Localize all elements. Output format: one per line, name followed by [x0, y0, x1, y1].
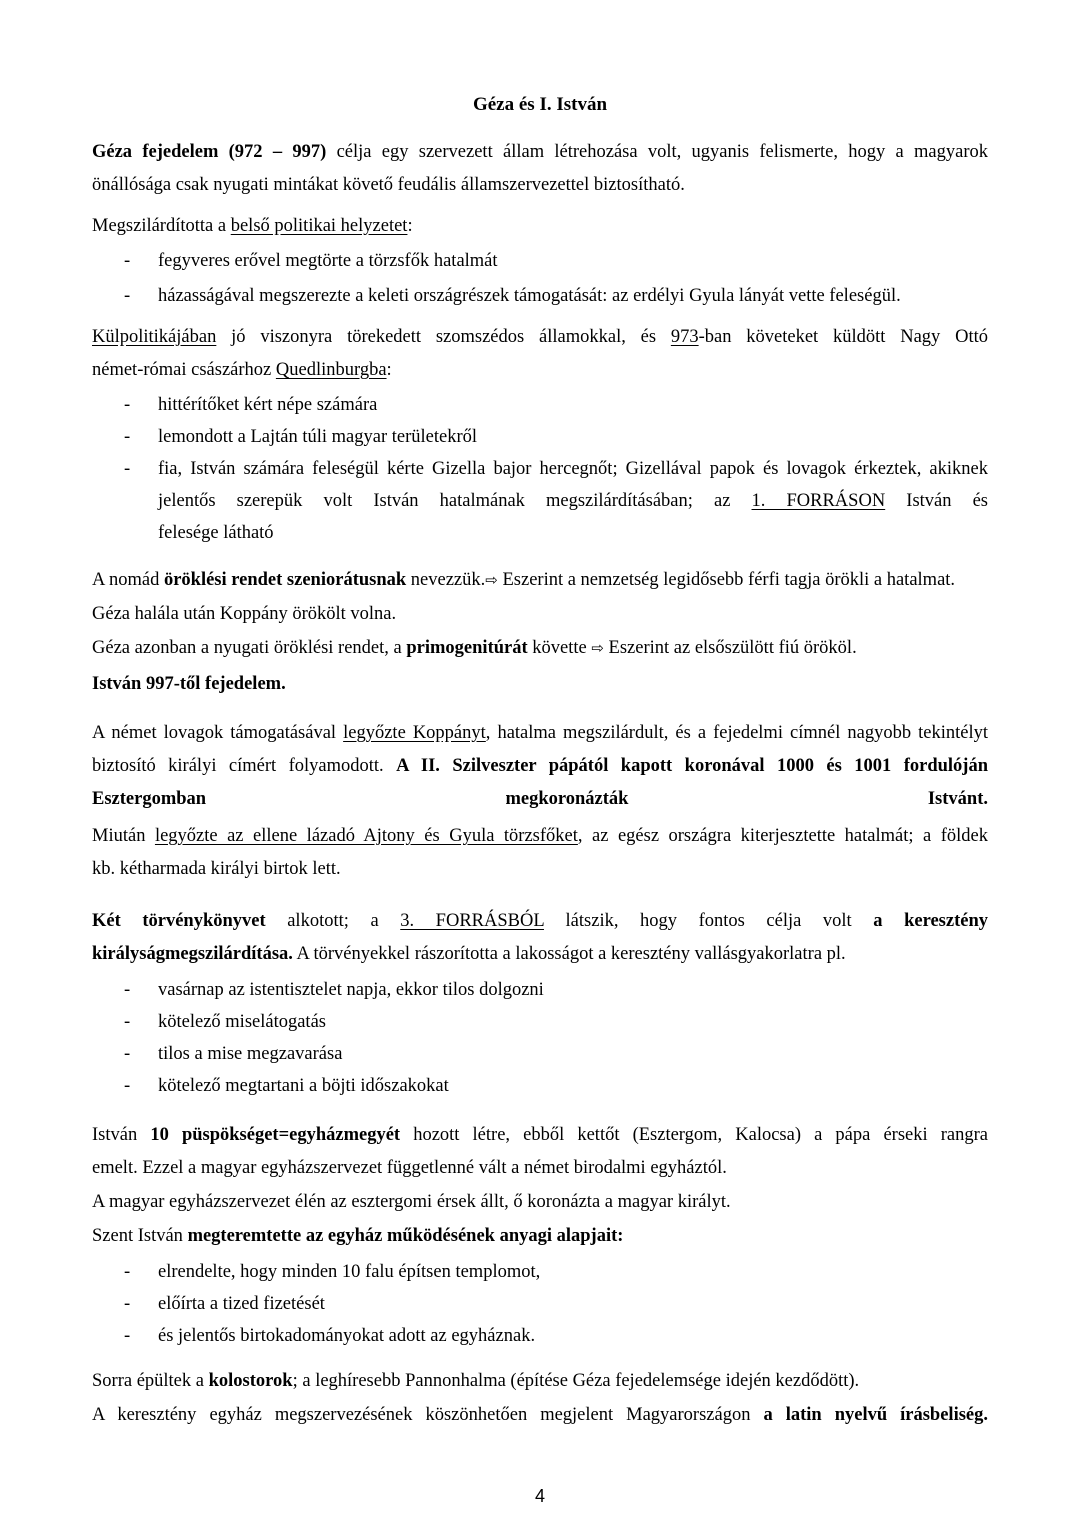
list-item: - kötelező miselátogatás [124, 1012, 326, 1032]
source-3-reference: 3. FORRÁSBÓL [400, 911, 544, 931]
list-item: - fegyveres erővel megtörte a törzsfők hatalmát [124, 251, 498, 271]
inner-politics-link: belső politikai helyzetet [230, 216, 408, 236]
list-item: - és jelentős birtokadományokat adott az egyháznak. [124, 1326, 536, 1346]
list-item-continuation: felesége látható [158, 523, 274, 543]
archbishop-line: A magyar egyházszervezet élén az esztergomi érsek állt, ő koronázta a magyar királyt. [92, 1192, 731, 1212]
dioceses-line1: István 10 püspökséget=egyházmegyét hozott létre, ebből kettőt (Esztergom, Kalocsa) a pápa érseki rangra [92, 1125, 988, 1145]
foreign-policy-line1: Külpolitikájában jó viszonyra törekedett szomszédos államokkal, és 973-ban követeket küldött Nagy Ottó [92, 327, 988, 347]
foreign-policy-line2: német-római császárhoz Quedlinburgba: [92, 360, 392, 380]
seniority-line: A nomád öröklési rendet szeniorátusnak nevezzük.⇨ Eszerint a nemzetség legidősebb férfi tagja örökli a hatalmat. [92, 570, 956, 590]
laws-paragraph: Két törvénykönyvet alkotott; a 3. FORRÁSBÓL látszik, hogy fontos célja volt a keresztény királyságmegszilárdítása. A törvényekkel rászorította a lakosságot a keresztény vallásgyakorlatra pl. [92, 911, 988, 964]
coronation-paragraph: A német lovagok támogatásával legyőzte Koppányt, hatalma megszilárdult, és a fejedelmi címnél nagyobb tekintélyt biztosító királyi címért folyamodott. A II. Szilveszter pápától kapott koronával 1000 és 1001 fordulóján Esztergomban megkoronázták Istvánt. [92, 723, 989, 809]
dioceses-line2: emelt. Ezzel a magyar egyházszervezet függetlenné vált a német birodalmi egyháztól. [92, 1158, 727, 1178]
conquest-line1: Miután legyőzte az ellene lázadó Ajtony és Gyula törzsfőket, az egész országra kiterjesztette hatalmát; a földek [92, 826, 988, 846]
list-item: - lemondott a Lajtán túli magyar területekről [124, 427, 478, 447]
inner-politics-line: Megszilárdította a belső politikai helyzetet: [92, 216, 413, 236]
list-item: - hittérítőket kért népe számára [124, 395, 378, 415]
geza-reign-bold: Géza fejedelem (972 – 997) [92, 142, 327, 162]
primogeniture-line: Géza azonban a nyugati öröklési rendet, a primogenitúrát követte ⇨ Eszerint az elsőszülött fiú örököl. [92, 638, 857, 658]
arrow-right-icon: ⇨ [591, 639, 604, 657]
list-item: - előírta a tized fizetését [124, 1294, 325, 1314]
geza-intro-paragraph: Géza fejedelem (972 – 997) célja egy szervezett állam létrehozása volt, ugyanis felismerte, hogy a magyarok [92, 142, 988, 162]
geza-intro-line2: önállósága csak nyugati mintákat követő feudális államszervezettel biztosítható. [92, 175, 685, 195]
istvan-prince-line: István 997-től fejedelem. [92, 674, 286, 694]
page-number: 4 [534, 1486, 545, 1506]
list-item: - kötelező megtartani a böjti időszakokat [124, 1076, 449, 1096]
source-1-reference: 1. FORRÁSON [751, 491, 886, 511]
conquest-line2: kb. kétharmada királyi birtok lett. [92, 859, 341, 879]
monasteries-line: Sorra épültek a kolostorok; a leghíresebb Pannonhalma (építése Géza fejedelemsége idején kezdődött). [92, 1371, 860, 1391]
arrow-right-icon: ⇨ [485, 571, 498, 589]
list-item: - elrendelte, hogy minden 10 falu építsen templomot, [124, 1262, 541, 1282]
list-item: - vasárnap az istentisztelet napja, ekkor tilos dolgozni [124, 980, 544, 1000]
list-item: - tilos a mise megzavarása [124, 1044, 343, 1064]
koppany-line: Géza halála után Koppány örökölt volna. [92, 604, 397, 624]
page-title: Géza és I. István [472, 94, 608, 115]
list-item: - fia, István számára feleségül kérte Gizella bajor hercegnőt; Gizellával papok és lovagok érkeztek, akiknek jelentős szerepük volt István hatalmának megszilárdításában; az 1. FORRÁSON István és [124, 459, 988, 511]
list-item: - házasságával megszerezte a keleti országrészek támogatását: az erdélyi Gyula lányát vette feleségül. [124, 286, 901, 306]
literacy-line: A keresztény egyház megszervezésének köszönhetően megjelent Magyarországon a latin nyelvű írásbeliség. [92, 1405, 989, 1425]
material-basis-line: Szent István megteremtette az egyház működésének anyagi alapjait: [92, 1226, 624, 1246]
